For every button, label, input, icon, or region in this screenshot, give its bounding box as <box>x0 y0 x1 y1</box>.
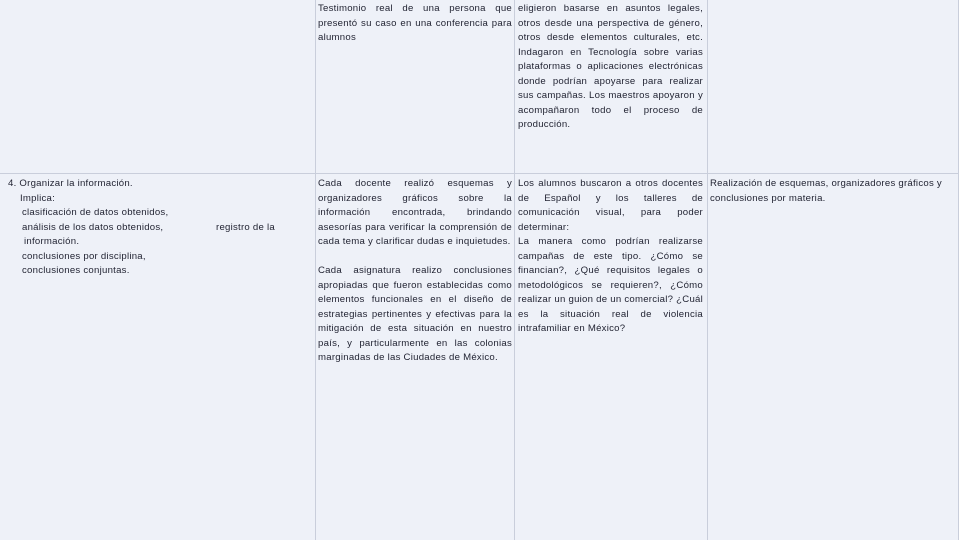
list-item: conclusiones por disciplina, <box>22 250 146 262</box>
main-col2-text <box>318 177 512 366</box>
list-item: conclusiones conjuntas. <box>22 265 130 276</box>
list-item: información. <box>24 236 80 247</box>
paragraph: eligieron basarse en asuntos legales, otros desde una perspectiva de género, otros desde elementos culturales, etc. Indagaron en Tecnología sobre varias plataformas o aplicaciones electrónicas donde podrían apoyarse para realizar sus campañas. Los maestros apoyaron y acompañaron todo el proceso de producción. <box>518 3 703 130</box>
paragraph: Realización de esquemas, organizadores gráficos y conclusiones por materia. <box>710 178 942 204</box>
top-col2-text <box>318 2 512 46</box>
paragraph: Testimonio real de una persona que presentó su caso en una conferencia para alumnos <box>318 3 512 43</box>
main-col1-text <box>8 177 218 279</box>
cell-top-col4 <box>708 0 958 173</box>
main-col1-side-text: registro de la <box>216 222 275 233</box>
paragraph: Cada docente realizó esquemas y organizadores gráficos sobre la información encontrada, brindando asesorías para verificar la comprensión de cada tema y clarificar dudas e inquietudes. <box>318 178 512 247</box>
list-item: análisis de los datos obtenidos, <box>22 221 164 233</box>
cell-top-col1 <box>0 0 315 173</box>
table-right-border <box>958 0 959 540</box>
row-divider <box>0 173 959 174</box>
paragraph: Los alumnos buscaron a otros docentes de Español y los talleres de comunicación visual, para poder determinar: <box>518 178 703 233</box>
paragraph: Cada asignatura realizo conclusiones apropiadas que fueron establecidas como elementos funcionales en el diseño de estrategias pertinentes y efectivas para la mitigación de esta situación en nuestro país, y particularmente en las colonias marginadas de las Ciudades de México. <box>318 265 512 363</box>
paragraph: La manera como podrían realizarse campañas de este tipo. ¿Cómo se financian?, ¿Qué requisitos legales o metodológicos se requieren?, ¿Cómo realizar un guion de un comercial? ¿Cuál es la situación real de violencia intrafamiliar en México? <box>518 236 703 334</box>
main-col3-text <box>518 177 703 337</box>
column-divider <box>707 0 708 540</box>
column-divider <box>514 0 515 540</box>
step-title: 4. Organizar la información. <box>8 178 133 189</box>
cell-main-col4 <box>708 174 958 540</box>
implica-label: Implica: <box>20 192 56 204</box>
main-col4-text <box>710 177 956 206</box>
column-divider <box>315 0 316 540</box>
top-col3-text <box>518 2 703 133</box>
list-item: clasificación de datos obtenidos, <box>22 207 169 218</box>
